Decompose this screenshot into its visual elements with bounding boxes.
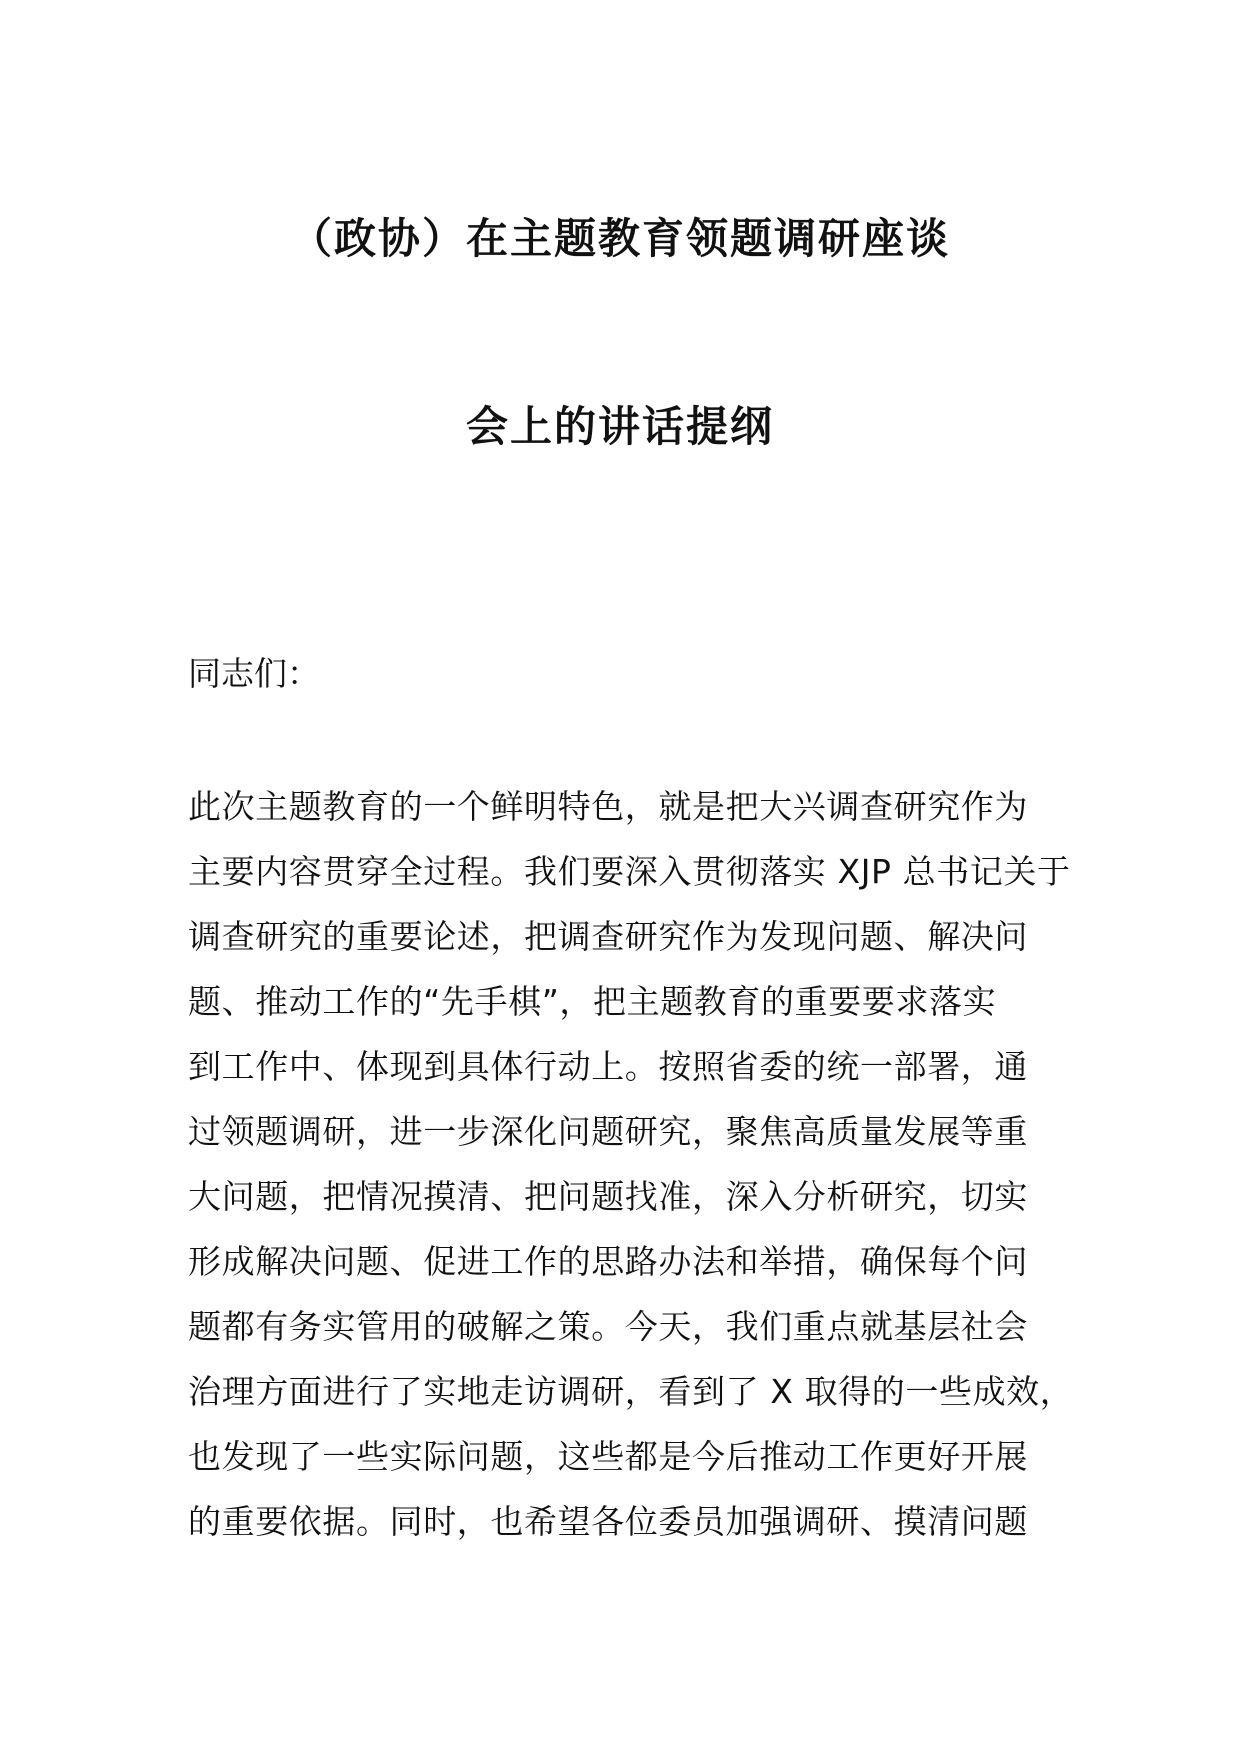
paragraph-line: 大问题，把情况摸清、把问题找准，深入分析研究，切实	[188, 1177, 1028, 1216]
paragraph-line: 过领题调研，进一步深化问题研究，聚焦高质量发展等重	[188, 1112, 1028, 1151]
paragraph-line: 形成解决问题、促进工作的思路办法和举措，确保每个问	[188, 1242, 1028, 1281]
paragraph-line: 调查研究的重要论述，把调查研究作为发现问题、解决问	[188, 917, 1028, 956]
paragraph-line: 题都有务实管用的破解之策。今天，我们重点就基层社会	[188, 1307, 1028, 1346]
paragraph-line: 治理方面进行了实地走访调研，看到了 X 取得的一些成效，	[188, 1372, 1074, 1411]
body-paragraph	[188, 774, 1074, 1554]
document-title-line-1: （政协）在主题教育领题调研座谈	[289, 214, 950, 263]
paragraph-line: 题、推动工作的“先手棋”，把主题教育的重要要求落实	[188, 982, 997, 1021]
paragraph-line: 也发现了一些实际问题，这些都是今后推动工作更好开展	[188, 1437, 1028, 1476]
paragraph-line: 此次主题教育的一个鲜明特色，就是把大兴调查研究作为	[188, 787, 1028, 826]
paragraph-line: 主要内容贯穿全过程。我们要深入贯彻落实 XJP 总书记关于	[188, 852, 1071, 891]
paragraph-line: 到工作中、体现到具体行动上。按照省委的统一部署，通	[188, 1047, 1028, 1086]
document-title-line-2: 会上的讲话提纲	[465, 402, 774, 451]
paragraph-line: 的重要依据。同时，也希望各位委员加强调研、摸清问题	[188, 1502, 1028, 1541]
salutation: 同志们：	[188, 654, 320, 693]
